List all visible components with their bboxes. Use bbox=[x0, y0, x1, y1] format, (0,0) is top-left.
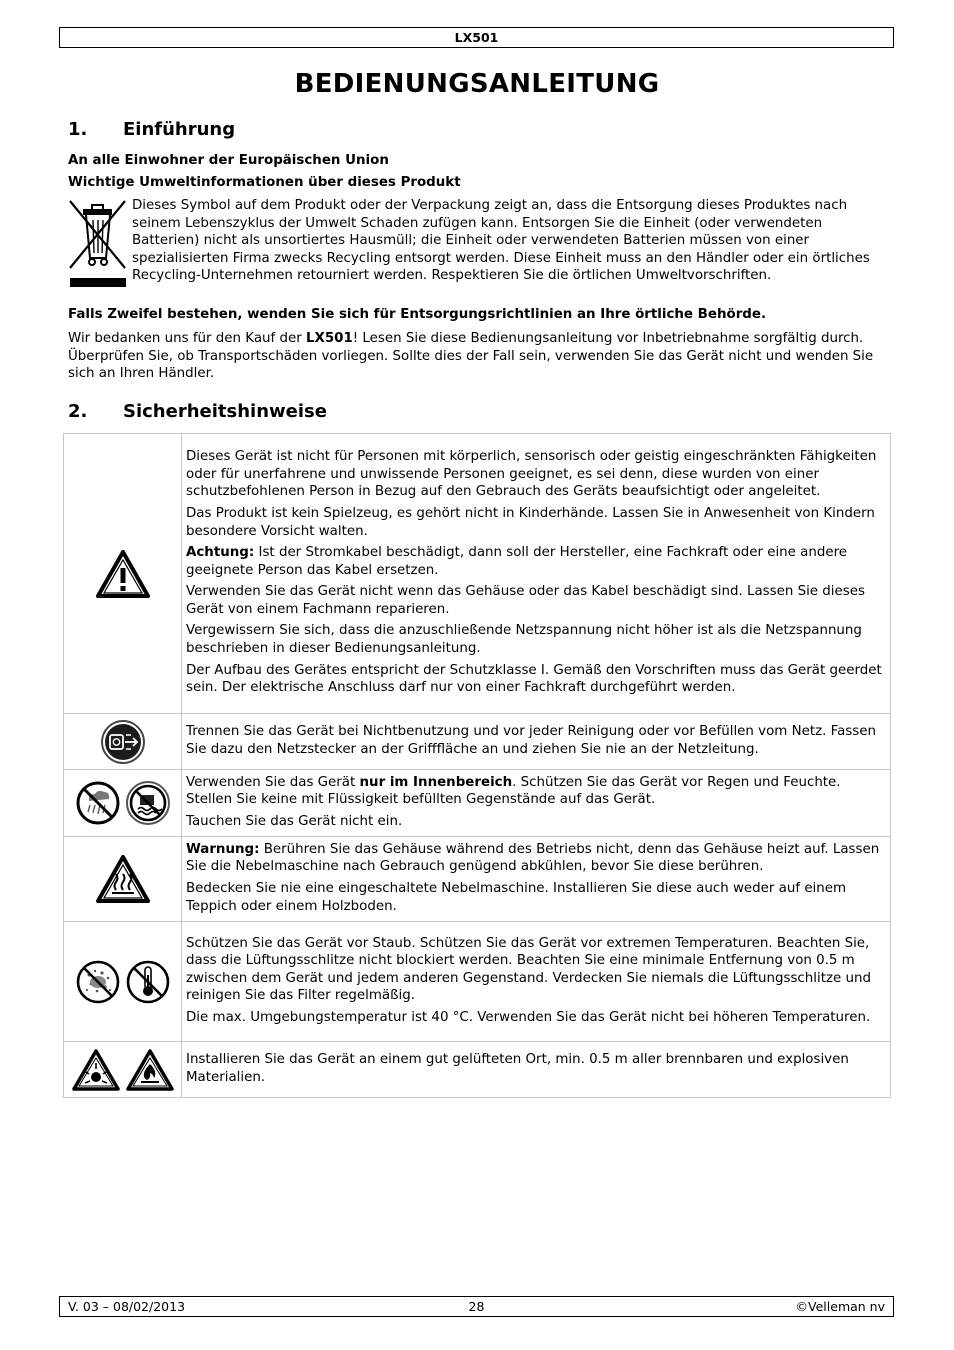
thanks-model: LX501 bbox=[305, 331, 353, 346]
table-row bbox=[64, 434, 891, 714]
safety-paragraph: Trennen Sie das Gerät bei Nichtbenutzung und vor jeder Reinigung oder vor Befüllen vom Netz. Fassen Sie dazu den Netzstecker an der Grifffläche an und ziehen Sie nie an der Netzleitung. bbox=[186, 723, 876, 757]
thanks-post: ! Lesen Sie diese Bedienungsanleitung vor Inbetriebnahme sorgfältig durch. Überprüfen Sie, ob Transportschäden vorliegen. Sollte dies der Fall sein, verwenden Sie das Gerät nicht und wenden Sie sich an Ihren Händler. bbox=[68, 331, 874, 382]
text-cell bbox=[182, 837, 891, 922]
icon-cell bbox=[64, 434, 182, 714]
disposal-notice: Falls Zweifel bestehen, wenden Sie sich für Entsorgungsrichtlinien an Ihre örtliche Behörde. bbox=[68, 307, 767, 322]
indoor-pre: Verwenden Sie das Gerät bbox=[186, 774, 360, 790]
table-row bbox=[64, 714, 891, 770]
safety-paragraph: Vergewissern Sie sich, dass die anzuschließende Netzspannung nicht höher ist als die Netzspannung beschrieben in dieser Bedienungsanleitung. bbox=[186, 623, 862, 657]
table-row bbox=[64, 770, 891, 837]
section-1-title: Einführung bbox=[123, 119, 236, 140]
attention-label: Achtung: bbox=[186, 545, 255, 561]
page-title: BEDIENUNGSANLEITUNG bbox=[294, 69, 660, 99]
eu-residents-line: An alle Einwohner der Europäischen Union bbox=[68, 153, 389, 168]
no-dust-icon bbox=[75, 959, 121, 1005]
safety-paragraph bbox=[186, 774, 886, 809]
icon-cell bbox=[64, 770, 182, 837]
version-date: V. 03 – 08/02/2013 bbox=[68, 1299, 186, 1314]
page-number: 28 bbox=[468, 1299, 485, 1314]
section-2-number: 2. bbox=[68, 401, 88, 422]
section-1-number: 1. bbox=[68, 119, 88, 140]
icon-cell bbox=[64, 837, 182, 922]
safety-paragraph: Bedecken Sie nie eine eingeschaltete Nebelmaschine. Installieren Sie diese auch weder auf einem Teppich oder einem Holzboden. bbox=[186, 881, 847, 914]
warning-label: Warnung: bbox=[186, 841, 260, 857]
unplug-icon bbox=[100, 719, 146, 765]
safety-paragraph: Dieses Gerät ist nicht für Personen mit körperlich, sensorisch oder geistig eingeschränkten Fähigkeiten oder für unerfahrene und unwissende Personen geeignet, es sei denn, diese wurden von einer schutzbefohlenen Person in Bezug auf den Gebrauch des Geräts beaufsichtigt oder angeleitet. bbox=[186, 449, 877, 500]
text-cell bbox=[182, 922, 891, 1042]
table-row bbox=[64, 837, 891, 922]
no-rain-icon bbox=[75, 780, 121, 826]
warning-exclamation-icon bbox=[95, 549, 151, 599]
attention-text: Ist der Stromkabel beschädigt, dann soll der Hersteller, eine Fachkraft oder eine andere geeignete Person das Kabel ersetzen. bbox=[186, 545, 848, 578]
env-info-line: Wichtige Umweltinformationen über dieses Produkt bbox=[68, 175, 461, 190]
icon-cell bbox=[64, 922, 182, 1042]
no-water-immersion-icon bbox=[125, 780, 171, 826]
table-row bbox=[64, 922, 891, 1042]
icon-cell bbox=[64, 1042, 182, 1098]
text-cell bbox=[182, 434, 891, 714]
text-cell bbox=[182, 714, 891, 770]
indoor-post: . Schützen Sie das Gerät vor Regen und Feuchte. Stellen Sie keine mit Flüssigkeit befüllten Gegenstände auf das Gerät. bbox=[186, 774, 841, 808]
safety-paragraph bbox=[186, 841, 886, 876]
indoor-bold: nur im Innenbereich bbox=[359, 774, 513, 790]
safety-paragraph: Verwenden Sie das Gerät nicht wenn das Gehäuse oder das Kabel beschädigt sind. Lassen Sie dieses Gerät von einem Fachmann reparieren. bbox=[186, 584, 865, 617]
icon-cell bbox=[64, 714, 182, 770]
thanks-paragraph bbox=[68, 330, 886, 383]
safety-paragraph: Tauchen Sie das Gerät nicht ein. bbox=[186, 813, 403, 829]
safety-paragraph: Der Aufbau des Gerätes entspricht der Schutzklasse I. Gemäß den Vorschriften muss das Gerät geerdet sein. Der elektrische Anschluss darf nur von einer Fachkraft durchgeführt werden. bbox=[186, 662, 882, 696]
safety-table bbox=[63, 433, 891, 1098]
thanks-pre: Wir bedanken uns für den Kauf der bbox=[68, 331, 306, 346]
weee-text: Dieses Symbol auf dem Produkt oder der Verpackung zeigt an, dass die Entsorgung dieses Produktes nach seinem Lebenszyklus der Umwelt Schaden zufügen kann. Entsorgen Sie die Einheit (oder verwendeten Batterien) nicht als unsortiertes Hausmüll; die Einheit oder verwendeten Batterien müssen von einer spezialisierten Firma zwecks Recycling entsorgt werden. Diese Einheit muss an den Händler oder ein örtliches Recycling-Unternehmen retourniert werden. Respektieren Sie die örtlichen Umweltvorschriften. bbox=[132, 198, 870, 284]
flammable-warning-icon bbox=[125, 1048, 175, 1092]
explosive-warning-icon bbox=[71, 1048, 121, 1092]
text-cell bbox=[182, 1042, 891, 1098]
safety-paragraph: Installieren Sie das Gerät an einem gut gelüfteten Ort, min. 0.5 m aller brennbaren und explosiven Materialien. bbox=[186, 1051, 849, 1085]
safety-paragraph: Die max. Umgebungstemperatur ist 40 °C. Verwenden Sie das Gerät nicht bei höheren Temperaturen. bbox=[186, 1009, 871, 1025]
section-2-title: Sicherheitshinweise bbox=[123, 401, 327, 422]
text-cell bbox=[182, 770, 891, 837]
header-model: LX501 bbox=[59, 27, 894, 48]
safety-paragraph: Schützen Sie das Gerät vor Staub. Schützen Sie das Gerät vor extremen Temperaturen. Beachten Sie, dass die Lüftungsschlitze nicht blockiert werden. Beachten Sie eine minimale Entfernung von 0.5 m zwischen dem Gerät und jedem anderen Gegenstand. Verdecken Sie niemals die Lüftungsschlitze und reinigen Sie das Filter regelmäßig. bbox=[186, 935, 871, 1004]
no-extreme-temperature-icon bbox=[125, 959, 171, 1005]
safety-paragraph bbox=[186, 544, 886, 579]
safety-paragraph: Das Produkt ist kein Spielzeug, es gehört nicht in Kinderhände. Lassen Sie in Anwesenheit von Kindern besondere Vorsicht walten. bbox=[186, 505, 875, 539]
warning-text: Berühren Sie das Gehäuse während des Betriebs nicht, denn das Gehäuse heizt auf. Lassen Sie die Nebelmaschine nach Gebrauch genügend abkühlen, bevor Sie diese berühren. bbox=[186, 841, 880, 875]
footer bbox=[59, 1296, 894, 1317]
section-1-heading bbox=[68, 119, 235, 141]
table-row bbox=[64, 1042, 891, 1098]
copyright: ©Velleman nv bbox=[795, 1299, 885, 1314]
hot-surface-icon bbox=[95, 854, 151, 904]
section-2-heading bbox=[68, 401, 327, 423]
crossed-bin-icon bbox=[67, 198, 129, 290]
